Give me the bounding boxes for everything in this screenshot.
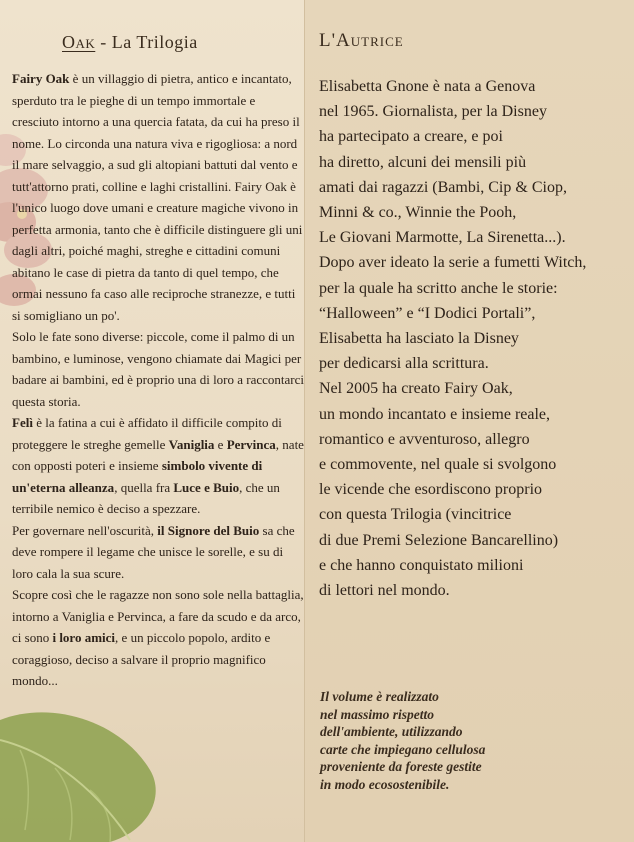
bold-phrase: Fairy Oak (12, 71, 70, 86)
bio-line: Elisabetta ha lasciato la Disney (319, 330, 519, 348)
bio-line: e che hanno conquistato milioni (319, 556, 524, 574)
note-line: proveniente da foreste gestite (320, 759, 482, 775)
text-run: e (214, 436, 227, 452)
bio-line: con questa Trilogia (vincitrice (319, 506, 512, 524)
note-line: nel massimo rispetto (320, 706, 435, 722)
text-run: , quella fra (114, 479, 174, 495)
bio-line: Minni & co., Winnie the Pooh, (319, 204, 517, 222)
text-run: è la fatina a cui è affidato il difficile compito di proteggere le streghe gemelle (12, 415, 282, 452)
bio-line: ha partecipato a creare, e poi (319, 128, 503, 146)
author-heading: L'Autrice (319, 30, 404, 51)
bio-line: Dopo aver ideato la serie a fumetti Witch, (319, 254, 587, 272)
text-run: Scopre così che le ragazze non sono sole nella battaglia, intorno a Vaniglia e Pervinca, a fare da scudo e da arco, ci sono (12, 587, 304, 645)
text-run: Per governare nell'oscurità, (12, 522, 158, 538)
heading-trilogy-text: - La Trilogia (95, 32, 198, 52)
bio-line: per la quale ha scritto anche le storie: (319, 279, 558, 297)
note-line: Il volume è realizzato (320, 689, 439, 704)
bio-line: Elisabetta Gnone è nata a Genova (319, 78, 536, 95)
paragraph-feli (12, 412, 304, 520)
text-run: , che un terribile nemico è deciso a spezzare. (12, 479, 280, 516)
paragraph-friends (12, 584, 304, 692)
text-run: , e un piccolo popolo, ardito e coraggioso, deciso a salvare il proprio magnifico mondo... (12, 630, 271, 688)
trilogy-description (12, 68, 304, 692)
text-run: è un villaggio di pietra, antico e incantato, sperduto tra le pieghe di un tempo immortale e cresciuto intorno a una quercia fatata, da cui ha preso il nome. Lo circonda una natura viva e rigogliosa: a nord il mare selvaggio, a sud gli altopiani battuti dal vento e tutt'attorno prati, colline e laghi cristallini. Fairy Oak è l'unico luogo dove umani e creature magiche vivono in perfetta armonia, tanto che è difficile distinguere gli uni dagli altri, poiché maghi, streghe e cittadini comuni abitano le case di pietra da tanto di quel tempo, che ormai nessuno fa caso alle reciproche stranezze, e tutti si somigliano un po'. (12, 71, 303, 323)
bio-line: ha diretto, alcuni dei mensili più (319, 153, 527, 171)
bold-phrase: Felì (12, 415, 33, 430)
text-run: sa che deve rompere il legame che unisce le sorelle, e su di loro cala la sua scure. (12, 522, 295, 581)
bold-phrase: i loro amici (52, 630, 116, 645)
note-line: in modo ecosostenibile. (320, 776, 450, 792)
bio-line: un mondo incantato e insieme reale, (319, 405, 551, 423)
bio-line: per dedicarsi alla scrittura. (319, 355, 489, 373)
note-line: dell'ambiente, utilizzando (320, 724, 463, 740)
text-run: Solo le fate sono diverse: piccole, come il palmo di un bambino, e luminose, vengono chiamate dai Magici per badare ai bambini, ed è proprio una di loro a raccontarci questa storia. (12, 329, 305, 409)
bio-line: “Halloween” e “I Dodici Portali”, (319, 304, 536, 322)
bold-phrase: Luce e Buio (173, 479, 240, 495)
note-line: carte che impiegano cellulosa (320, 741, 486, 757)
text-run: , nate con opposti poteri e insieme (12, 436, 304, 473)
trilogy-heading (62, 32, 198, 53)
bold-phrase: Vaniglia (168, 436, 215, 452)
bio-line: le vicende che esordiscono proprio (319, 481, 543, 499)
paragraph-dark-lord (12, 520, 304, 585)
bio-line: nel 1965. Giornalista, per la Disney (319, 103, 547, 121)
bio-line: Nel 2005 ha creato Fairy Oak, (319, 380, 513, 398)
bold-phrase: Pervinca (226, 436, 276, 452)
bio-line: Le Giovani Marmotte, La Sirenetta...). (319, 229, 566, 247)
bio-line: di due Premi Selezione Bancarellino) (319, 531, 559, 549)
paragraph-intro (12, 68, 304, 326)
green-leaf-illustration (0, 690, 180, 842)
heading-oak: Oak (62, 32, 96, 52)
bio-line: romantico e avventuroso, allegro (319, 430, 530, 448)
bio-line: e commovente, nel quale si svolgono (319, 456, 557, 474)
eco-paper-note (320, 688, 560, 794)
bio-line: di lettori nel mondo. (319, 582, 450, 600)
bold-phrase: il Signore del Buio (157, 522, 260, 538)
bold-phrase: simbolo vivente di un'eterna alleanza (12, 458, 263, 495)
author-bio (319, 74, 631, 603)
paragraph-fairies (12, 326, 304, 412)
bio-line: amati dai ragazzi (Bambi, Cip & Ciop, (319, 178, 567, 196)
